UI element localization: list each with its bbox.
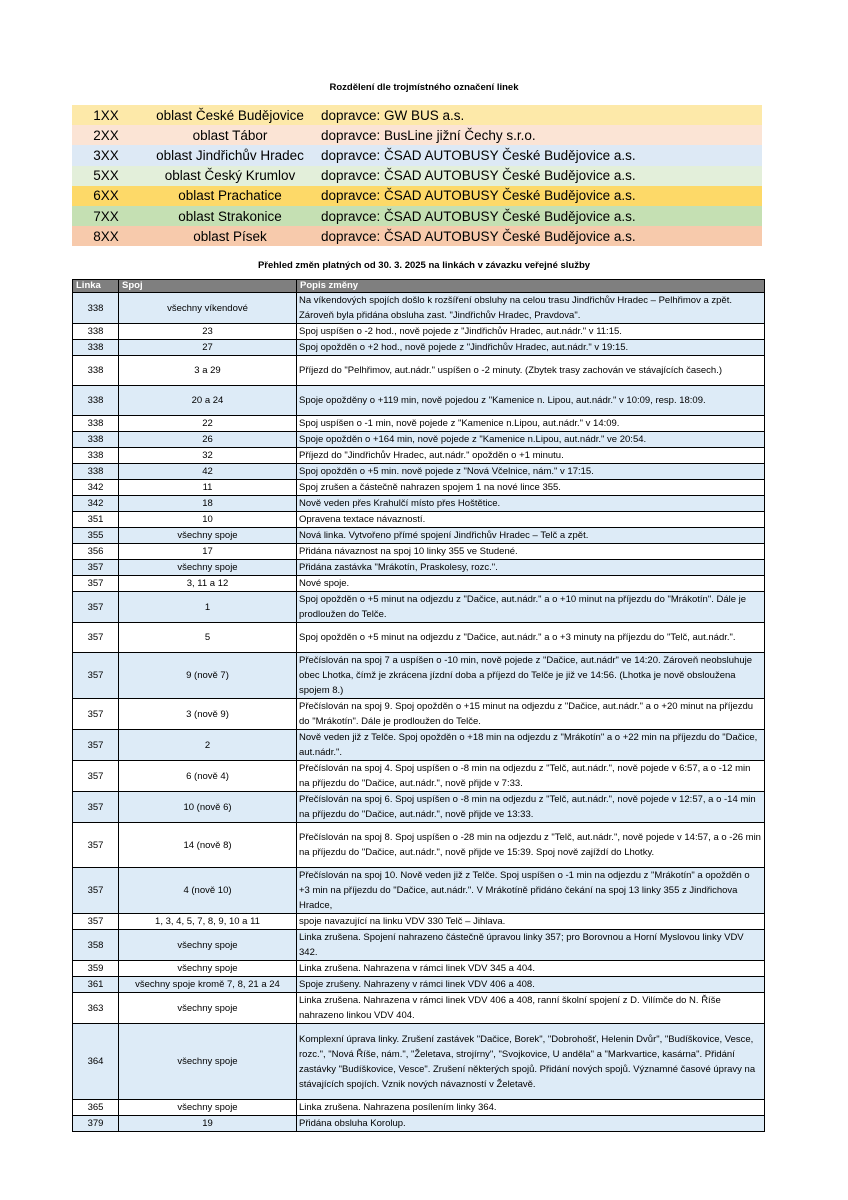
cell-trip: 5 (119, 623, 297, 653)
table-header-row (73, 280, 765, 293)
table-row (73, 386, 765, 416)
cell-description: Linka zrušena. Spojení nahrazeno částečně úpravou linky 357; pro Borovnou a Horní Myslovou linky VDV 342. (297, 930, 765, 961)
table-row (73, 464, 765, 480)
table-row (73, 480, 765, 496)
table-row (73, 653, 765, 699)
cell-trip: všechny spoje (119, 528, 297, 544)
cell-description: spoje navazující na linku VDV 330 Telč – Jihlava. (297, 914, 765, 930)
cell-trip: 2 (119, 730, 297, 761)
table-row (73, 977, 765, 993)
cell-trip: 6 (nově 4) (119, 761, 297, 792)
cell-trip: 42 (119, 464, 297, 480)
cell-line: 357 (73, 560, 119, 576)
region-code: 5XX (93, 168, 119, 184)
table-row (73, 823, 765, 868)
table-row (73, 356, 765, 386)
cell-description: Linka zrušena. Nahrazena v rámci linek VDV 406 a 408, ranní školní spojení z D. Vilímče do N. Říše nahrazeno linkou VDV 404. (297, 993, 765, 1024)
cell-trip: 3 a 29 (119, 356, 297, 386)
cell-trip: 4 (nově 10) (119, 868, 297, 914)
table-row (73, 448, 765, 464)
cell-line: 338 (73, 416, 119, 432)
region-row (72, 145, 762, 165)
cell-line: 365 (73, 1100, 119, 1116)
cell-line: 364 (73, 1024, 119, 1100)
cell-description: Linka zrušena. Nahrazena posílením linky 364. (297, 1100, 765, 1116)
table-row (73, 1024, 765, 1100)
cell-line: 357 (73, 914, 119, 930)
cell-line: 342 (73, 496, 119, 512)
cell-line: 357 (73, 730, 119, 761)
cell-description: Spoj opožděn o +5 minut na odjezdu z "Dačice, aut.nádr." a o +3 minuty na příjezdu do "Telč, aut.nádr.". (297, 623, 765, 653)
cell-trip: 3, 11 a 12 (119, 576, 297, 592)
table-row (73, 914, 765, 930)
cell-trip: 11 (119, 480, 297, 496)
cell-line: 361 (73, 977, 119, 993)
cell-trip: všechny spoje (119, 1100, 297, 1116)
table-row (73, 340, 765, 356)
cell-description: Linka zrušena. Nahrazena v rámci linek VDV 345 a 404. (297, 961, 765, 977)
cell-description: Spoje zrušeny. Nahrazeny v rámci linek VDV 406 a 408. (297, 977, 765, 993)
cell-description: Přečíslován na spoj 7 a uspíšen o -10 min, nově pojede z "Dačice, aut.nádr" ve 14:20. Zároveň neobsluhuje obec Lhotka, čímž je zkrácena jízdní doba a příjezd do Telče je již ve 14:56. (Lhotka je nově obsloužena spojem 8.) (297, 653, 765, 699)
region-area: oblast Písek (193, 228, 267, 244)
changes-title: Přehled změn platných od 30. 3. 2025 na linkách v závazku veřejné služby (257, 260, 591, 271)
table-row (73, 324, 765, 340)
cell-line: 342 (73, 480, 119, 496)
cell-trip: 22 (119, 416, 297, 432)
region-area: oblast Prachatice (178, 188, 282, 204)
cell-line: 357 (73, 592, 119, 623)
region-code: 8XX (93, 228, 119, 244)
table-row (73, 961, 765, 977)
cell-line: 338 (73, 432, 119, 448)
cell-trip: všechny víkendové (119, 293, 297, 324)
cell-line: 357 (73, 823, 119, 868)
table-row (73, 576, 765, 592)
region-area: oblast Český Krumlov (164, 168, 296, 184)
regions-title: Rozdělení dle trojmístného označení linek (329, 82, 519, 93)
table-row (73, 930, 765, 961)
cell-line: 363 (73, 993, 119, 1024)
cell-line: 357 (73, 792, 119, 823)
cell-trip: 10 (119, 512, 297, 528)
cell-description: Příjezd do "Pelhřimov, aut.nádr." uspíšen o -2 minuty. (Zbytek trasy zachován ve stávajících časech.) (297, 356, 765, 386)
region-code: 2XX (93, 127, 119, 143)
cell-line: 358 (73, 930, 119, 961)
cell-trip: všechny spoje (119, 930, 297, 961)
changes-table (72, 279, 765, 1132)
table-row (73, 416, 765, 432)
table-row (73, 699, 765, 730)
region-row (72, 186, 762, 206)
region-area: oblast Tábor (192, 127, 268, 143)
table-row (73, 528, 765, 544)
cell-description: Přečíslován na spoj 9. Spoj opožděn o +15 minut na odjezdu z "Dačice, aut.nádr." a o +20 minut na příjezdu do "Mrákotín". Dále je prodloužen do Telče. (297, 699, 765, 730)
cell-description: Přidána návaznost na spoj 10 linky 355 ve Studené. (297, 544, 765, 560)
cell-line: 356 (73, 544, 119, 560)
cell-trip: všechny spoje (119, 993, 297, 1024)
cell-description: Nová linka. Vytvořeno přímé spojení Jindřichův Hradec – Telč a zpět. (297, 528, 765, 544)
region-carrier: dopravce: BusLine jižní Čechy s.r.o. (321, 127, 536, 143)
cell-trip: 3 (nově 9) (119, 699, 297, 730)
cell-line: 357 (73, 653, 119, 699)
cell-description: Přečíslován na spoj 6. Spoj uspíšen o -8 min na odjezdu z "Telč, aut.nádr.", nově pojede v 12:57, a o -14 min na příjezdu do "Dačice, aut.nádr.", nově přijde ve 13:33. (297, 792, 765, 823)
cell-description: Nově veden již z Telče. Spoj opožděn o +18 min na odjezdu z "Mrákotín" a o +22 min na příjezdu do "Dačice, aut.nádr.". (297, 730, 765, 761)
region-area: oblast Strakonice (178, 208, 282, 224)
table-row (73, 544, 765, 560)
cell-trip: 26 (119, 432, 297, 448)
cell-description: Komplexní úprava linky. Zrušení zastávek "Dačice, Borek", "Dobrohošť, Helenin Dvůr", "Budíškovice, Vesce, rozc.", "Nová Říše, nám.", "Želetava, strojírny", "Svojkovice, U anděla" a "Markvartice, kasárna". Přidání zastávky "Budíškovice, Vesce". Zrušení některých spojů. Přidání nových spojů. Významné časové úpravy na stávajících spojích. Vznik nových návazností v Želetavě. (297, 1024, 765, 1100)
cell-description: Na víkendových spojích došlo k rozšíření obsluhy na celou trasu Jindřichův Hradec – Pelhřimov a zpět. Zároveň byla přidána obsluha zast. "Jindřichův Hradec, Pravdova". (297, 293, 765, 324)
cell-description: Spoj zrušen a částečně nahrazen spojem 1 na nové lince 355. (297, 480, 765, 496)
cell-line: 357 (73, 868, 119, 914)
cell-description: Nově veden přes Krahulčí místo přes Hoštětice. (297, 496, 765, 512)
cell-line: 359 (73, 961, 119, 977)
table-row (73, 792, 765, 823)
cell-line: 338 (73, 356, 119, 386)
cell-trip: 1, 3, 4, 5, 7, 8, 9, 10 a 11 (119, 914, 297, 930)
cell-line: 338 (73, 464, 119, 480)
region-row (72, 105, 762, 125)
cell-description: Opravena textace návazností. (297, 512, 765, 528)
region-row (72, 125, 762, 145)
cell-line: 379 (73, 1116, 119, 1132)
cell-description: Spoj opožděn o +2 hod., nově pojede z "Jindřichův Hradec, aut.nádr." v 19:15. (297, 340, 765, 356)
cell-description: Přidána zastávka "Mrákotín, Praskolesy, rozc.". (297, 560, 765, 576)
cell-description: Přečíslován na spoj 8. Spoj uspíšen o -28 min na odjezdu z "Telč, aut.nádr.", nově pojede v 14:57, a o -26 min na příjezdu do "Dačice, aut.nádr.", nově přijde ve 15:39. Spoj nově zajíždí do Lhotky. (297, 823, 765, 868)
cell-line: 355 (73, 528, 119, 544)
region-code: 1XX (93, 107, 119, 123)
cell-trip: 32 (119, 448, 297, 464)
region-code: 3XX (93, 147, 119, 163)
header-trip: Spoj (119, 280, 297, 293)
header-description: Popis změny (297, 280, 765, 293)
cell-trip: všechny spoje (119, 560, 297, 576)
cell-line: 338 (73, 340, 119, 356)
cell-trip: všechny spoje (119, 1024, 297, 1100)
region-carrier: dopravce: ČSAD AUTOBUSY České Budějovice a.s. (321, 188, 636, 204)
region-carrier: dopravce: ČSAD AUTOBUSY České Budějovice a.s. (321, 168, 636, 184)
cell-description: Spoje opožděny o +119 min, nově pojedou z "Kamenice n. Lipou, aut.nádr." v 10:09, resp. 18:09. (297, 386, 765, 416)
table-row (73, 623, 765, 653)
table-row (73, 1116, 765, 1132)
table-row (73, 432, 765, 448)
cell-line: 351 (73, 512, 119, 528)
table-row (73, 512, 765, 528)
cell-line: 357 (73, 623, 119, 653)
region-row (72, 226, 762, 246)
cell-trip: 10 (nově 6) (119, 792, 297, 823)
cell-trip: 17 (119, 544, 297, 560)
region-area: oblast České Budějovice (156, 107, 304, 123)
cell-description: Spoj opožděn o +5 minut na odjezdu z "Dačice, aut.nádr." a o +10 minut na příjezdu do "Mrákotín". Dále je prodloužen do Telče. (297, 592, 765, 623)
table-row (73, 730, 765, 761)
cell-description: Spoj uspíšen o -2 hod., nově pojede z "Jindřichův Hradec, aut.nádr." v 11:15. (297, 324, 765, 340)
cell-line: 338 (73, 324, 119, 340)
cell-description: Přidána obsluha Korolup. (297, 1116, 765, 1132)
cell-trip: 23 (119, 324, 297, 340)
cell-description: Spoj uspíšen o -1 min, nově pojede z "Kamenice n.Lipou, aut.nádr." v 14:09. (297, 416, 765, 432)
table-row (73, 761, 765, 792)
cell-line: 338 (73, 448, 119, 464)
cell-trip: 19 (119, 1116, 297, 1132)
cell-description: Příjezd do "Jindřichův Hradec, aut.nádr." opožděn o +1 minutu. (297, 448, 765, 464)
header-line: Linka (73, 280, 119, 293)
cell-trip: 9 (nově 7) (119, 653, 297, 699)
cell-trip: 18 (119, 496, 297, 512)
region-area: oblast Jindřichův Hradec (156, 147, 304, 163)
region-code: 7XX (93, 208, 119, 224)
region-row (72, 166, 762, 186)
cell-trip: 14 (nově 8) (119, 823, 297, 868)
cell-trip: 1 (119, 592, 297, 623)
table-row (73, 293, 765, 324)
table-row (73, 592, 765, 623)
cell-line: 357 (73, 699, 119, 730)
region-carrier: dopravce: ČSAD AUTOBUSY České Budějovice a.s. (321, 147, 636, 163)
cell-description: Přečíslován na spoj 4. Spoj uspíšen o -8 min na odjezdu z "Telč, aut.nádr.", nově pojede v 6:57, a o -12 min na příjezdu do "Dačice, aut.nádr.", nově přijde v 7:33. (297, 761, 765, 792)
cell-description: Přečíslován na spoj 10. Nově veden již z Telče. Spoj uspíšen o -1 min na odjezdu z "Mrákotín" a opožděn o +3 min na příjezdu do "Dačice, aut.nádr.". V Mrákotíně přidáno čekání na spoj 13 linky 355 z Jindřichova Hradce, (297, 868, 765, 914)
regions-list (72, 105, 762, 246)
cell-line: 357 (73, 761, 119, 792)
table-row (73, 1100, 765, 1116)
region-row (72, 206, 762, 226)
region-carrier: dopravce: ČSAD AUTOBUSY České Budějovice a.s. (321, 208, 636, 224)
cell-trip: všechny spoje (119, 961, 297, 977)
region-carrier: dopravce: ČSAD AUTOBUSY České Budějovice a.s. (321, 228, 636, 244)
cell-line: 338 (73, 386, 119, 416)
cell-trip: všechny spoje kromě 7, 8, 21 a 24 (119, 977, 297, 993)
cell-description: Spoje opožděn o +164 min, nově pojede z "Kamenice n.Lipou, aut.nádr." ve 20:54. (297, 432, 765, 448)
table-row (73, 993, 765, 1024)
region-code: 6XX (93, 188, 119, 204)
cell-trip: 20 a 24 (119, 386, 297, 416)
cell-description: Spoj opožděn o +5 min. nově pojede z "Nová Včelnice, nám." v 17:15. (297, 464, 765, 480)
cell-line: 357 (73, 576, 119, 592)
table-row (73, 560, 765, 576)
table-row (73, 496, 765, 512)
table-row (73, 868, 765, 914)
cell-trip: 27 (119, 340, 297, 356)
cell-line: 338 (73, 293, 119, 324)
region-carrier: dopravce: GW BUS a.s. (321, 107, 465, 123)
cell-description: Nové spoje. (297, 576, 765, 592)
